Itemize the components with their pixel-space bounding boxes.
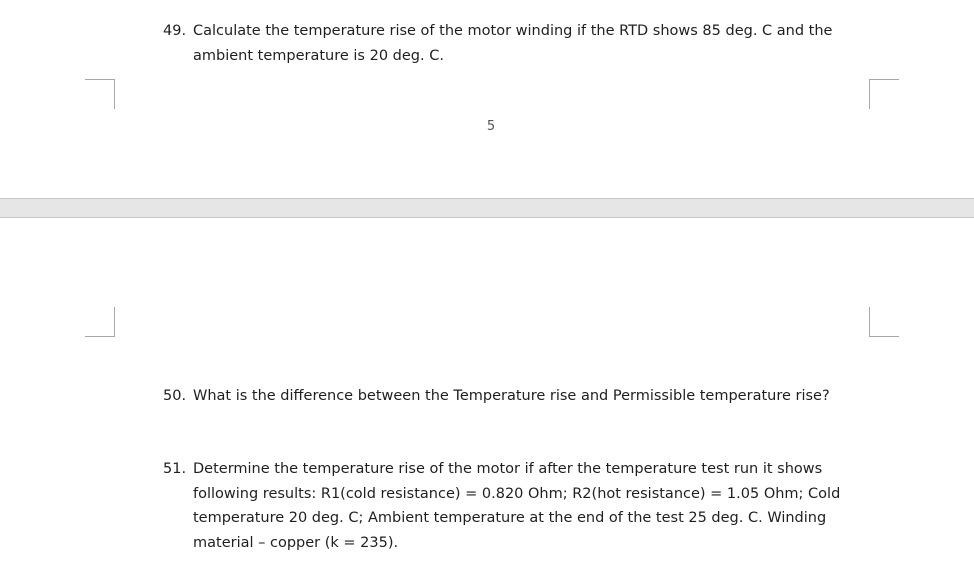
document-page-top [0, 0, 974, 198]
document-page-bottom [0, 218, 974, 578]
margin-corner-mark [85, 79, 115, 109]
question-51 [163, 457, 863, 555]
margin-corner-mark [869, 307, 899, 337]
question-number: 51. [163, 461, 187, 477]
question-50 [163, 384, 863, 409]
question-number: 50. [163, 388, 187, 404]
question-49 [163, 19, 863, 68]
question-number: 49. [163, 23, 187, 39]
page-number: 5 [486, 119, 496, 134]
question-text: What is the difference between the Temperature rise and Permissible temperature rise? [193, 388, 830, 404]
question-text: Calculate the temperature rise of the motor winding if the RTD shows 85 deg. C and the ambient temperature is 20 deg. C. [193, 23, 833, 64]
page-break-gap [0, 198, 974, 218]
margin-corner-mark [85, 307, 115, 337]
question-text: Determine the temperature rise of the motor if after the temperature test run it shows following results: R1(cold resistance) = 0.820 Ohm; R2(hot resistance) = 1.05 Ohm; Cold temperature 20 deg. C; Ambient temperature at the end of the test 25 deg. C. Winding material – copper (k = 235). [193, 461, 841, 551]
margin-corner-mark [869, 79, 899, 109]
